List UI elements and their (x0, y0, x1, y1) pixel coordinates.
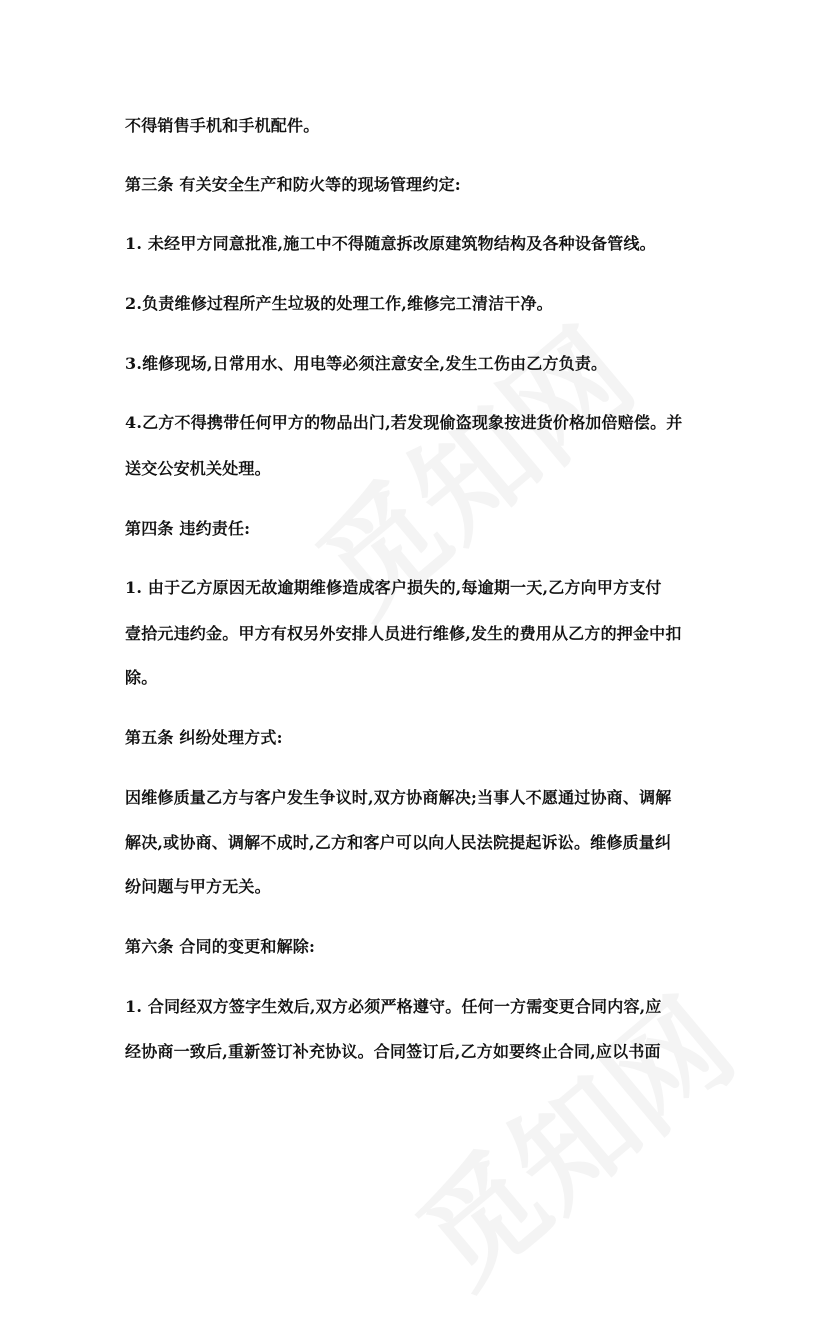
paragraph-line: 1. 由于乙方原因无故逾期维修造成客户损失的,每逾期一天,乙方向甲方支付 (125, 578, 662, 597)
paragraph-line: 1. 未经甲方同意批准,施工中不得随意拆改原建筑物结构及各种设备管线。 (125, 234, 656, 253)
paragraph-line: 不得销售手机和手机配件。 (125, 116, 320, 135)
section-heading: 第四条 违约责任: (125, 519, 251, 538)
paragraph-line: 除。 (125, 668, 158, 687)
paragraph-line: 因维修质量乙方与客户发生争议时,双方协商解决;当事人不愿通过协商、调解 (125, 788, 672, 807)
paragraph-line: 2.负责维修过程所产生垃圾的处理工作,维修完工清洁干净。 (125, 294, 553, 313)
paragraph-line: 1. 合同经双方签字生效后,双方必须严格遵守。任何一方需变更合同内容,应 (125, 997, 662, 1016)
paragraph-line: 4.乙方不得携带任何甲方的物品出门,若发现偷盗现象按进货价格加倍赔偿。并 (125, 413, 683, 432)
paragraph-line: 壹拾元违约金。甲方有权另外安排人员进行维修,发生的费用从乙方的押金中扣 (125, 624, 682, 643)
section-heading: 第三条 有关安全生产和防火等的现场管理约定: (125, 175, 461, 194)
paragraph-line: 解决,或协商、调解不成时,乙方和客户可以向人民法院提起诉讼。维修质量纠 (125, 833, 672, 852)
section-heading: 第六条 合同的变更和解除: (125, 937, 316, 956)
section-heading: 第五条 纠纷处理方式: (125, 728, 283, 747)
paragraph-line: 经协商一致后,重新签订补充协议。合同签订后,乙方如要终止合同,应以书面 (125, 1042, 661, 1061)
paragraph-line: 3.维修现场,日常用水、用电等必须注意安全,发生工伤由乙方负责。 (125, 354, 608, 373)
paragraph-line: 纷问题与甲方无关。 (125, 877, 271, 896)
paragraph-line: 送交公安机关处理。 (125, 459, 271, 478)
